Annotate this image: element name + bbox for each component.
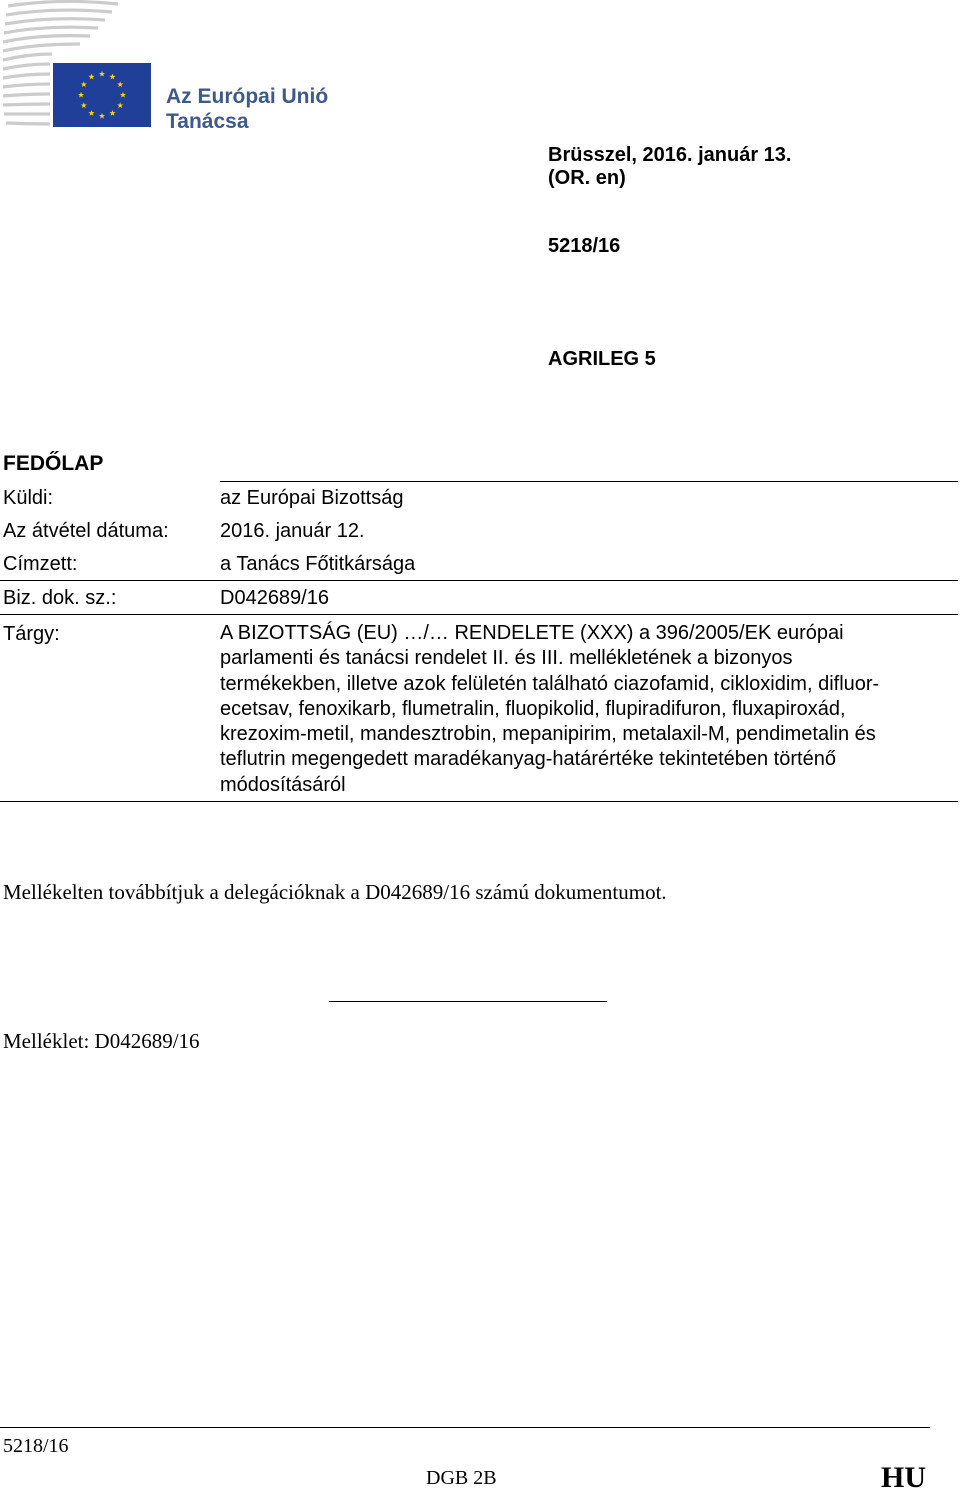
original-language: (OR. en) [548,167,626,189]
field-value-recipient: a Tanács Főtitkársága [220,553,416,575]
footer-language-code: HU [881,1461,926,1494]
footer-document-ref: 5218/16 [3,1435,69,1457]
field-label-received-date: Az átvétel dátuma: [3,520,169,542]
cover-title: FEDŐLAP [3,452,104,475]
organization-name-line1: Az Európai Unió [166,85,329,108]
field-value-subject [220,621,952,798]
field-label-commission-doc: Biz. dok. sz.: [3,587,117,609]
eu-flag-icon [53,63,151,127]
subject-line: parlamenti és tanácsi rendelet II. és III. mellékletének a bizonyos [220,647,793,670]
divider [220,481,958,482]
subject-line: termékekben, illetve azok felületén található ciazofamid, cikloxidim, difluor- [220,672,880,695]
subject-line: krezoxim-metil, mandesztrobin, mepanipirim, metalaxil-M, pendimetalin és [220,723,876,746]
organization-name-line2: Tanácsa [166,110,249,133]
subject-line: A BIZOTTSÁG (EU) …/… RENDELETE (XXX) a 396/2005/EK európai [220,622,844,644]
place-date: Brüsszel, 2016. január 13. [548,144,792,166]
field-value-received-date: 2016. január 12. [220,520,365,542]
closing-rule [329,1001,607,1002]
subject-line: ecetsav, fenoxikarb, flumetralin, fluopikolid, flupiradifuron, fluxapiroxád, [220,697,846,720]
footer-unit: DGB 2B [426,1467,497,1489]
divider [0,580,958,581]
organization-name [166,84,328,134]
interinstitutional-code: AGRILEG 5 [548,348,656,370]
divider [0,614,958,615]
field-value-commission-doc: D042689/16 [220,587,329,609]
field-value-sender: az Európai Bizottság [220,487,404,509]
divider [0,801,958,802]
annex-reference: Melléklet: D042689/16 [3,1029,200,1053]
subject-line: teflutrin megengedett maradékanyag-határértéke tekintetében történő [220,748,836,771]
body-text: Mellékelten továbbítjuk a delegációknak a D042689/16 számú dokumentumot. [3,880,667,904]
field-label-sender: Küldi: [3,487,54,509]
footer-rule [0,1427,930,1428]
field-label-subject: Tárgy: [3,623,60,645]
subject-line: módosításáról [220,773,346,796]
document-number: 5218/16 [548,235,621,257]
field-label-recipient: Címzett: [3,553,78,575]
